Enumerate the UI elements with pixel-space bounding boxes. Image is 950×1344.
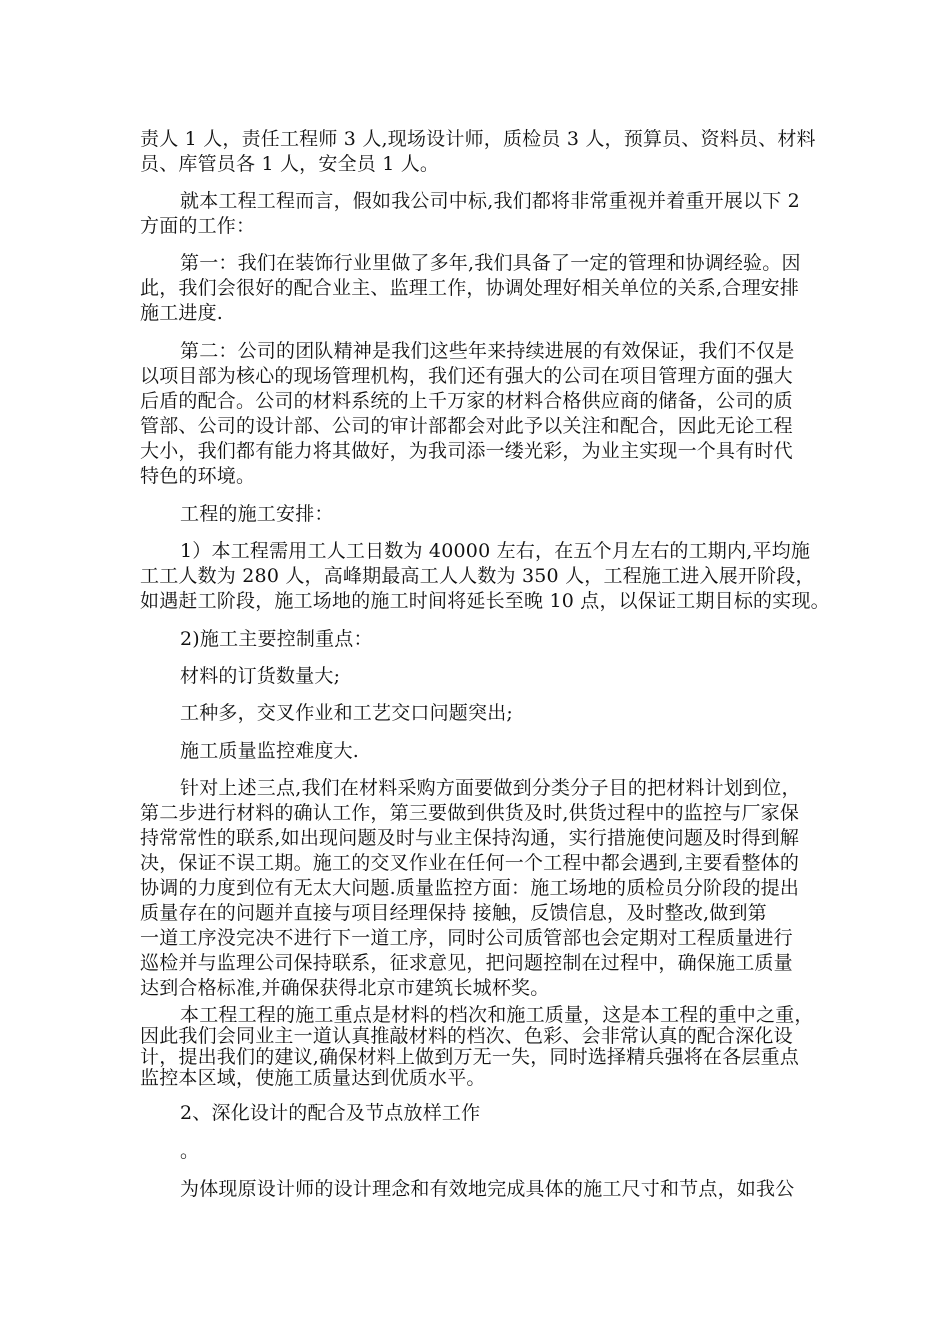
text-line: 本工程工程的施工重点是材料的档次和施工质量，这是本工程的重中之重， bbox=[180, 1004, 814, 1026]
text-line: 特色的环境。 bbox=[140, 465, 256, 487]
section-heading: 2、深化设计的配合及节点放样工作 bbox=[180, 1102, 481, 1124]
text-line: 决，保证不误工期。施工的交叉作业在任何一个工程中都会遇到,主要看整体的 bbox=[140, 852, 800, 874]
text-line: 计，提出我们的建议,确保材料上做到万无一失，同时选择精兵强将在各层重点 bbox=[140, 1046, 800, 1068]
text-line: 此，我们会很好的配合业主、监理工作，协调处理好相关单位的关系,合理安排 bbox=[140, 277, 800, 299]
text-line: 第二：公司的团队精神是我们这些年来持续进展的有效保证，我们不仅是 bbox=[180, 340, 795, 362]
text-line: 因此我们会同业主一道认真推敲材料的档次、色彩、会非常认真的配合深化设 bbox=[140, 1025, 793, 1047]
text-line: 以项目部为核心的现场管理机构，我们还有强大的公司在项目管理方面的强大 bbox=[140, 365, 793, 387]
text-line: 大小，我们都有能力将其做好，为我司添一缕光彩，为业主实现一个具有时代 bbox=[140, 440, 793, 462]
text-line: 施工质量监控难度大. bbox=[180, 740, 360, 762]
text-line: 责人 1 人，责任工程师 3 人,现场设计师，质检员 3 人，预算员、资料员、材料 bbox=[140, 128, 816, 150]
text-line: 协调的力度到位有无太大问题.质量监控方面：施工场地的质检员分阶段的提出 bbox=[140, 877, 800, 899]
text-line: 。 bbox=[180, 1140, 200, 1162]
text-line: 员、库管员各 1 人，安全员 1 人。 bbox=[140, 153, 440, 175]
text-line: 持常常性的联系,如出现问题及时与业主保持沟通，实行措施使问题及时得到解 bbox=[140, 827, 800, 849]
text-line: 工工人数为 280 人，高峰期最高工人人数为 350 人，工程施工进入展开阶段， bbox=[140, 565, 815, 587]
text-line: 材料的订货数量大; bbox=[180, 665, 341, 687]
text-line: 第二步进行材料的确认工作，第三要做到供货及时,供货过程中的监控与厂家保 bbox=[140, 802, 800, 824]
text-line: 质量存在的问题并直接与项目经理保持 接触，反馈信息，及时整改,做到第 bbox=[140, 902, 767, 924]
text-line: 针对上述三点,我们在材料采购方面要做到分类分子目的把材料计划到位， bbox=[180, 777, 801, 799]
text-line: 监控本区域，使施工质量达到优质水平。 bbox=[140, 1067, 486, 1089]
text-line: 管部、公司的设计部、公司的审计部都会对此予以关注和配合，因此无论工程 bbox=[140, 415, 793, 437]
text-line: 巡检并与监理公司保持联系，征求意见，把问题控制在过程中，确保施工质量 bbox=[140, 952, 793, 974]
text-line: 如遇赶工阶段，施工场地的施工时间将延长至晚 10 点，以保证工期目标的实现。 bbox=[140, 590, 830, 612]
text-line: 第一：我们在装饰行业里做了多年,我们具备了一定的管理和协调经验。因 bbox=[180, 252, 801, 274]
text-line: 一道工序没完决不进行下一道工序，同时公司质管部也会定期对工程质量进行 bbox=[140, 927, 793, 949]
text-line: 为体现原设计师的设计理念和有效地完成具体的施工尺寸和节点，如我公 bbox=[180, 1178, 795, 1200]
text-line: 施工进度. bbox=[140, 302, 224, 324]
text-line: 2)施工主要控制重点： bbox=[180, 628, 373, 650]
text-line: 达到合格标准,并确保获得北京市建筑长城杯奖。 bbox=[140, 977, 550, 999]
text-line: 1）本工程需用工人工日数为 40000 左右，在五个月左右的工期内,平均施 bbox=[180, 540, 811, 562]
text-line: 工程的施工安排： bbox=[180, 503, 334, 525]
text-line: 工种多，交叉作业和工艺交口问题突出; bbox=[180, 702, 514, 724]
text-line: 方面的工作： bbox=[140, 215, 256, 237]
text-line: 就本工程工程而言，假如我公司中标,我们都将非常重视并着重开展以下 2 bbox=[180, 190, 800, 212]
text-line: 后盾的配合。公司的材料系统的上千万家的材料合格供应商的储备，公司的质 bbox=[140, 390, 793, 412]
